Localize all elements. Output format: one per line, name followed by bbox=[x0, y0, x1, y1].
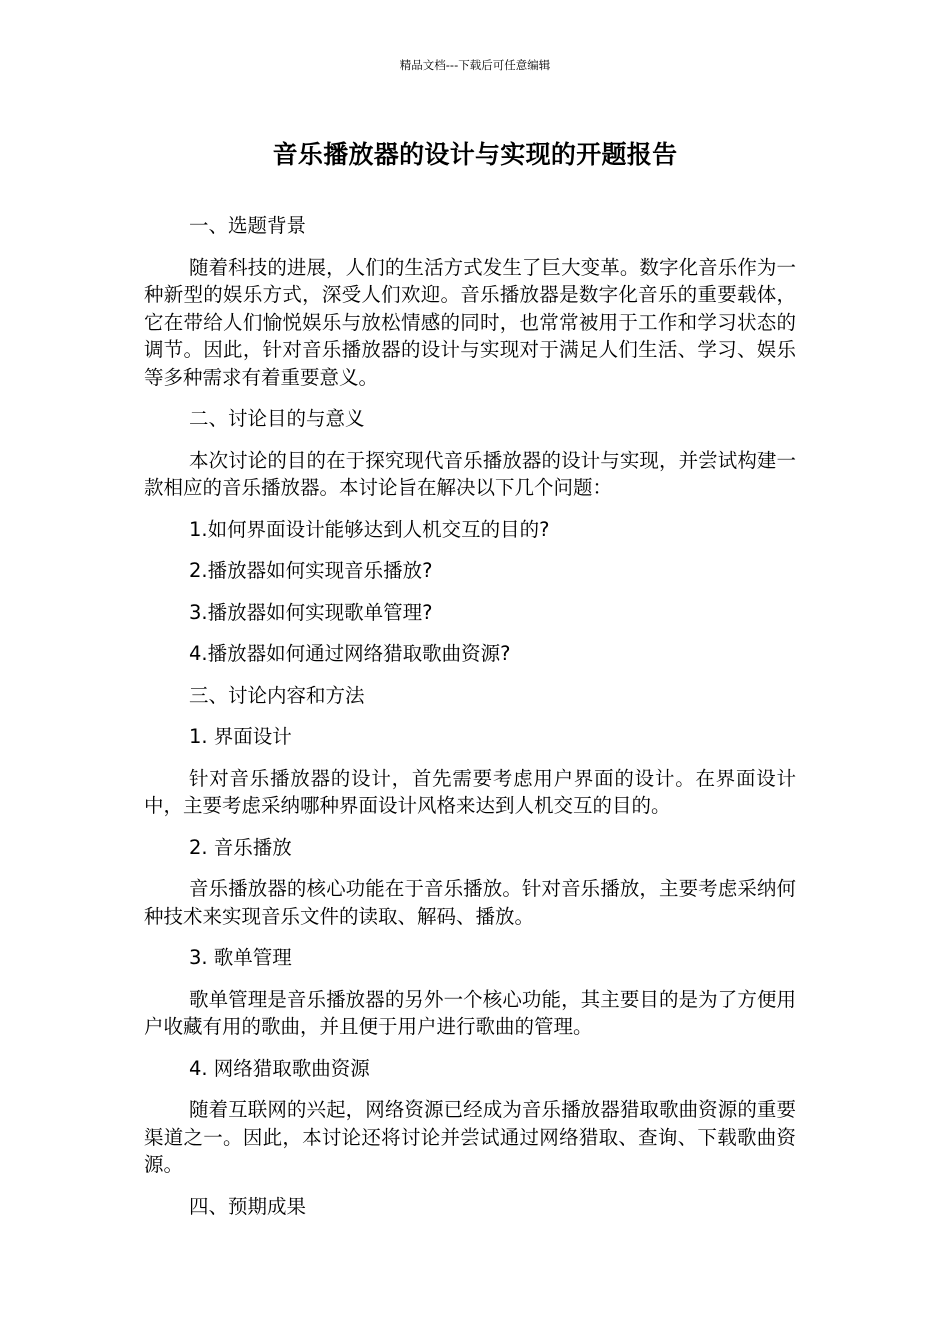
section-heading-purpose: 二、讨论目的与意义 bbox=[189, 407, 365, 430]
question-item-2: 2.播放器如何实现音乐播放? bbox=[189, 559, 433, 582]
question-item-1: 1.如何界面设计能够达到人机交互的目的? bbox=[189, 517, 550, 541]
question-item-4: 4.播放器如何通过网络猎取歌曲资源? bbox=[189, 642, 511, 665]
paragraph-ui-design: 针对音乐播放器的设计，首先需要考虑用户界面的设计。在界面设计中，主要考虑采纳哪种界面设计风格来达到人机交互的目的。 bbox=[144, 766, 796, 817]
page-header-note: 精品文档---下载后可任意编辑 bbox=[399, 58, 551, 72]
subheading-ui-design: 1. 界面设计 bbox=[189, 725, 292, 748]
paragraph-background: 随着科技的进展，人们的生活方式发生了巨大变革。数字化音乐作为一种新型的娱乐方式，深受人们欢迎。音乐播放器是数字化音乐的重要载体，它在带给人们愉悦娱乐与放松情感的同时，也常常被用于工作和学习状态的调节。因此，针对音乐播放器的设计与实现对于满足人们生活、学习、娱乐等多种需求有着重要意义。 bbox=[144, 255, 796, 389]
subheading-music-playback: 2. 音乐播放 bbox=[189, 835, 292, 859]
section-heading-background: 一、选题背景 bbox=[189, 214, 307, 237]
question-item-3: 3.播放器如何实现歌单管理? bbox=[189, 600, 433, 624]
section-heading-content-methods: 三、讨论内容和方法 bbox=[189, 683, 365, 707]
section-heading-expected-results: 四、预期成果 bbox=[189, 1194, 307, 1218]
paragraph-purpose: 本次讨论的目的在于探究现代音乐播放器的设计与实现，并尝试构建一款相应的音乐播放器。本讨论旨在解决以下几个问题： bbox=[144, 448, 796, 499]
paragraph-music-playback: 音乐播放器的核心功能在于音乐播放。针对音乐播放，主要考虑采纳何种技术来实现音乐文件的读取、解码、播放。 bbox=[144, 877, 796, 928]
subheading-network-resources: 4. 网络猎取歌曲资源 bbox=[189, 1056, 370, 1080]
document-body bbox=[144, 212, 796, 1234]
document-title: 音乐播放器的设计与实现的开题报告 bbox=[272, 140, 678, 169]
subheading-playlist-management: 3. 歌单管理 bbox=[189, 946, 292, 969]
paragraph-network-resources: 随着互联网的兴起，网络资源已经成为音乐播放器猎取歌曲资源的重要渠道之一。因此，本讨论还将讨论并尝试通过网络猎取、查询、下载歌曲资源。 bbox=[144, 1098, 796, 1176]
paragraph-playlist-management: 歌单管理是音乐播放器的另外一个核心功能，其主要目的是为了方便用户收藏有用的歌曲，并且便于用户进行歌曲的管理。 bbox=[144, 987, 796, 1038]
